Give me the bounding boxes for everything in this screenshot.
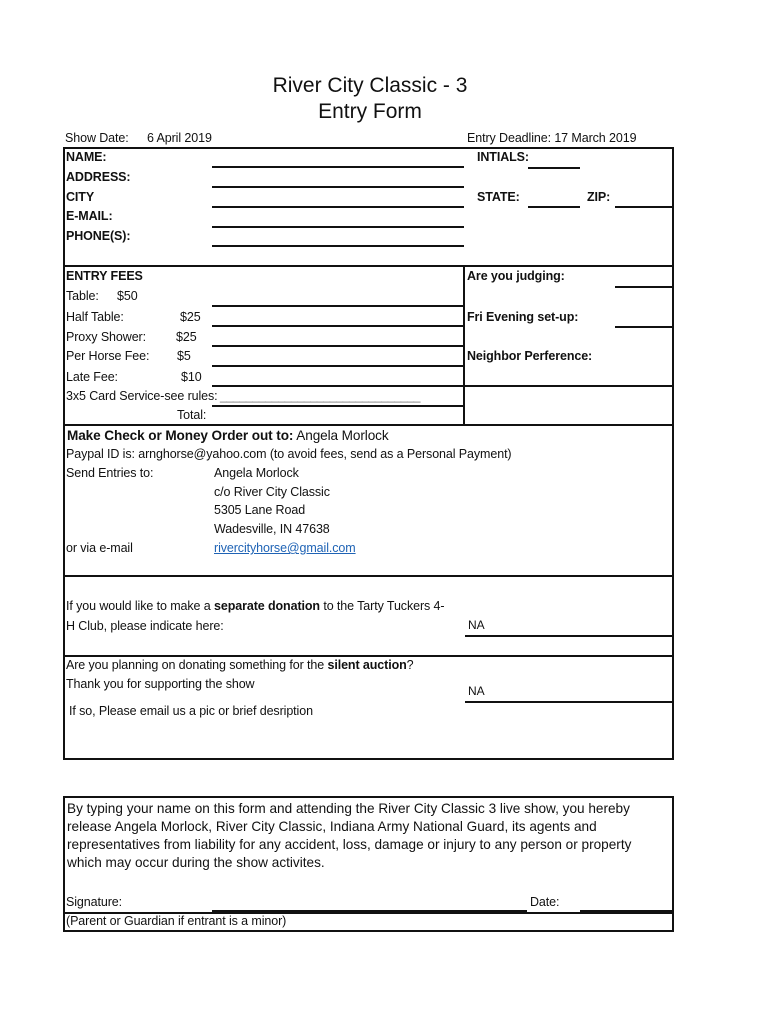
name-label: NAME: bbox=[66, 150, 107, 164]
city-label: CITY bbox=[66, 190, 95, 204]
fee-late-price: $10 bbox=[181, 370, 202, 384]
card-service-blank[interactable]: _______________________________ bbox=[220, 389, 421, 403]
zip-field[interactable] bbox=[615, 206, 673, 208]
fee-proxy-price: $25 bbox=[176, 330, 197, 344]
email-field[interactable] bbox=[212, 226, 464, 228]
fee-horse-price: $5 bbox=[177, 349, 191, 363]
fees-heading: ENTRY FEES bbox=[66, 269, 143, 283]
fee-table-price: $50 bbox=[117, 289, 138, 303]
show-date-label: Show Date: bbox=[65, 131, 129, 145]
total-label: Total: bbox=[177, 408, 207, 422]
section-divider bbox=[63, 265, 674, 267]
initials-label: INTIALS: bbox=[477, 150, 529, 164]
form-title-line1: River City Classic - 3 bbox=[272, 74, 468, 97]
donation-text-pre: If you would like to make a bbox=[66, 599, 214, 613]
card-service-field[interactable] bbox=[212, 405, 464, 407]
email-label: E-MAIL: bbox=[66, 209, 113, 223]
donation-text-line2: H Club, please indicate here: bbox=[66, 619, 224, 633]
check-line bbox=[67, 428, 389, 443]
email-link[interactable]: rivercityhorse@gmail.com bbox=[214, 541, 356, 555]
fee-late-label: Late Fee: bbox=[66, 370, 118, 384]
auction-field[interactable] bbox=[465, 701, 673, 703]
check-label: Make Check or Money Order out to: bbox=[67, 428, 294, 443]
paypal-line: Paypal ID is: arnghorse@yahoo.com (to avoid fees, send as a Personal Payment) bbox=[66, 447, 512, 461]
phones-label: PHONE(S): bbox=[66, 229, 131, 243]
late-fee-field[interactable] bbox=[212, 385, 673, 387]
form-title-line2: Entry Form bbox=[318, 100, 422, 123]
address-label: ADDRESS: bbox=[66, 170, 131, 184]
neighbor-label: Neighbor Perference: bbox=[467, 349, 593, 363]
setup-label: Fri Evening set-up: bbox=[467, 310, 579, 324]
card-service-label: 3x5 Card Service-see rules: bbox=[66, 389, 218, 403]
phones-field[interactable] bbox=[212, 245, 464, 247]
address-field[interactable] bbox=[212, 186, 464, 188]
check-payee: Angela Morlock bbox=[296, 428, 389, 443]
waiver-text: By typing your name on this form and attending the River City Classic 3 live show, you hereby release Angela Morlock, River City Classic, Indiana Army National Guard, its agents and representatives from liability for any accident, loss, damage or injury to any person or property which may occur during the show activites. bbox=[67, 801, 632, 870]
name-field[interactable] bbox=[212, 166, 464, 168]
initials-field[interactable] bbox=[528, 167, 580, 169]
auction-text-pre: Are you planning on donating something for the bbox=[66, 658, 328, 672]
auction-note: If so, Please email us a pic or brief desription bbox=[69, 704, 313, 718]
show-date-value: 6 April 2019 bbox=[147, 131, 212, 145]
fee-proxy-label: Proxy Shower: bbox=[66, 330, 146, 344]
auction-text-post: ? bbox=[406, 658, 414, 672]
judging-label: Are you judging: bbox=[467, 269, 565, 283]
auction-thanks: Thank you for supporting the show bbox=[66, 677, 255, 691]
fee-table-label: Table: bbox=[66, 289, 99, 303]
address-line-4: Wadesville, IN 47638 bbox=[214, 522, 330, 536]
address-line-2: c/o River City Classic bbox=[214, 485, 330, 499]
setup-field[interactable] bbox=[615, 326, 673, 328]
horse-fee-field[interactable] bbox=[212, 365, 464, 367]
auction-value[interactable]: NA bbox=[468, 684, 485, 698]
send-entries-label: Send Entries to: bbox=[66, 466, 154, 480]
donation-text bbox=[66, 599, 444, 614]
email-via-label: or via e-mail bbox=[66, 541, 133, 555]
signature-label: Signature: bbox=[66, 895, 122, 909]
guardian-note: (Parent or Guardian if entrant is a minor) bbox=[66, 914, 287, 928]
fee-horse-label: Per Horse Fee: bbox=[66, 349, 150, 363]
fee-half-table-price: $25 bbox=[180, 310, 201, 324]
zip-label: ZIP: bbox=[587, 190, 611, 204]
half-table-field[interactable] bbox=[212, 325, 464, 327]
address-line-1: Angela Morlock bbox=[214, 466, 299, 480]
donation-text-post: to the Tarty Tuckers 4- bbox=[319, 599, 445, 613]
address-line-3: 5305 Lane Road bbox=[214, 503, 306, 517]
state-label: STATE: bbox=[477, 190, 520, 204]
donation-field[interactable] bbox=[465, 635, 673, 637]
state-field[interactable] bbox=[528, 206, 580, 208]
donation-text-bold: separate donation bbox=[213, 599, 320, 613]
donation-value[interactable]: NA bbox=[468, 618, 485, 632]
section-divider bbox=[63, 655, 674, 657]
city-field[interactable] bbox=[212, 206, 464, 208]
section-divider bbox=[63, 575, 674, 577]
fee-half-table-label: Half Table: bbox=[66, 310, 124, 324]
judging-field[interactable] bbox=[615, 286, 673, 288]
date-label: Date: bbox=[530, 895, 560, 909]
auction-text bbox=[66, 658, 414, 673]
auction-text-bold: silent auction bbox=[327, 658, 407, 672]
table-field[interactable] bbox=[212, 305, 464, 307]
entry-deadline: Entry Deadline: 17 March 2019 bbox=[467, 131, 637, 145]
total-field[interactable] bbox=[63, 424, 674, 426]
proxy-field[interactable] bbox=[212, 345, 464, 347]
